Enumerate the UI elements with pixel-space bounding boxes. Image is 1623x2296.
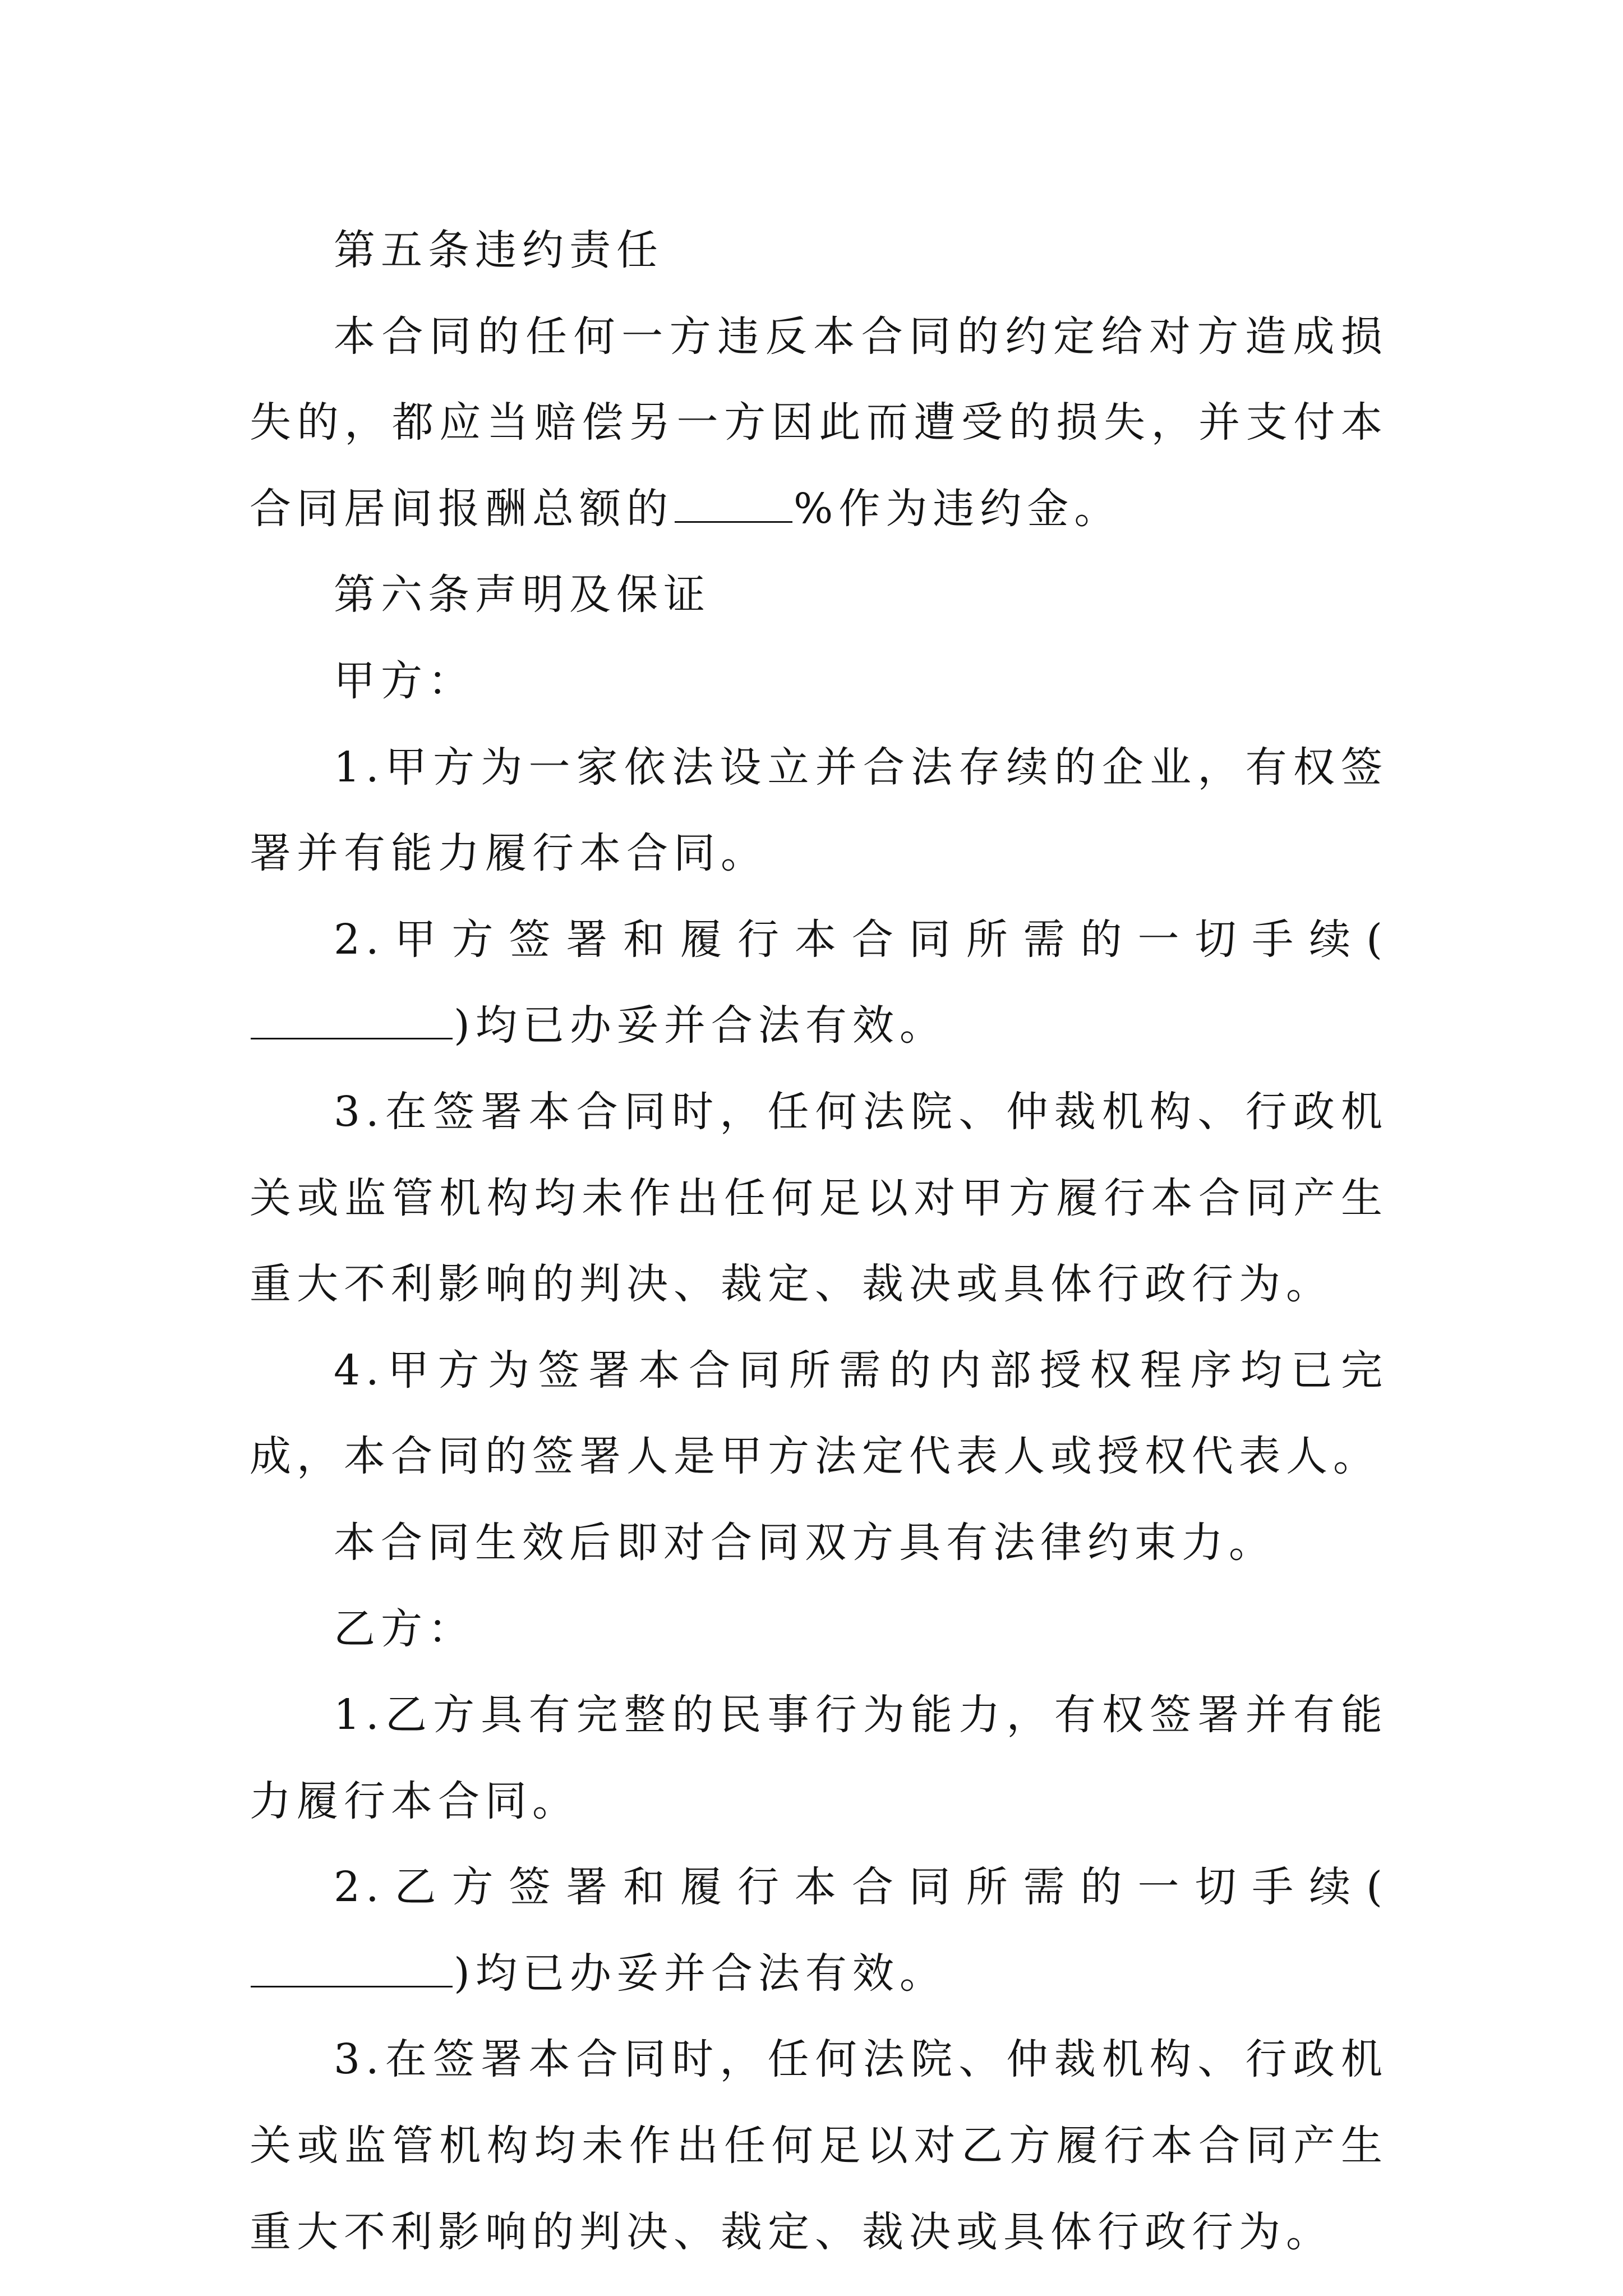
party-b-label: 乙方：	[334, 1604, 475, 1653]
party-a-procedures-blank	[251, 1004, 453, 1039]
party-a-clause-2-text: 2.甲方签署和履行本合同所需的一切手续(	[334, 915, 1388, 964]
party-a-label: 甲方：	[334, 656, 475, 705]
article-6-heading: 第六条声明及保证	[334, 570, 711, 619]
binding-statement: 本合同生效后即对合同双方具有法律约束力。	[334, 1518, 1276, 1567]
article-5-body	[250, 294, 1388, 553]
party-a-clause-3: 3.在签署本合同时，任何法院、仲裁机构、行政机关或监管机构均未作出任何足以对甲方履行本合同产生重大不利影响的判决、裁定、裁决或具体行政行为。	[250, 1087, 1388, 1309]
article-5-body-tail: %作为违约金。	[794, 484, 1122, 533]
penalty-percent-blank	[675, 487, 792, 523]
party-a-clause-2	[250, 897, 1388, 1069]
party-b-clause-2-text: 2.乙方签署和履行本合同所需的一切手续(	[334, 1863, 1388, 1912]
party-b-clause-2	[250, 1844, 1388, 2017]
party-a-clause-2-tail: )均已办妥并合法有效。	[454, 1001, 947, 1050]
article-5-body-text: 本合同的任何一方违反本合同的约定给对方造成损失的，都应当赔偿另一方因此而遭受的损失，并支付本合同居间报酬总额的	[250, 312, 1388, 533]
party-b-procedures-blank	[251, 1952, 453, 1987]
party-a-clause-1: 1.甲方为一家依法设立并合法存续的企业，有权签署并有能力履行本合同。	[250, 743, 1388, 878]
party-b-clause-2-tail: )均已办妥并合法有效。	[454, 1949, 947, 1998]
party-b-clause-3: 3.在签署本合同时，任何法院、仲裁机构、行政机关或监管机构均未作出任何足以对乙方履行本合同产生重大不利影响的判决、裁定、裁决或具体行政行为。	[250, 2035, 1388, 2256]
party-b-clause-1: 1.乙方具有完整的民事行为能力，有权签署并有能力履行本合同。	[250, 1691, 1388, 1825]
contract-page	[250, 208, 1388, 2275]
article-5-heading: 第五条违约责任	[334, 226, 663, 274]
party-a-clause-4: 4.甲方为签署本合同所需的内部授权程序均已完成，本合同的签署人是甲方法定代表人或授权代表人。	[250, 1346, 1388, 1481]
